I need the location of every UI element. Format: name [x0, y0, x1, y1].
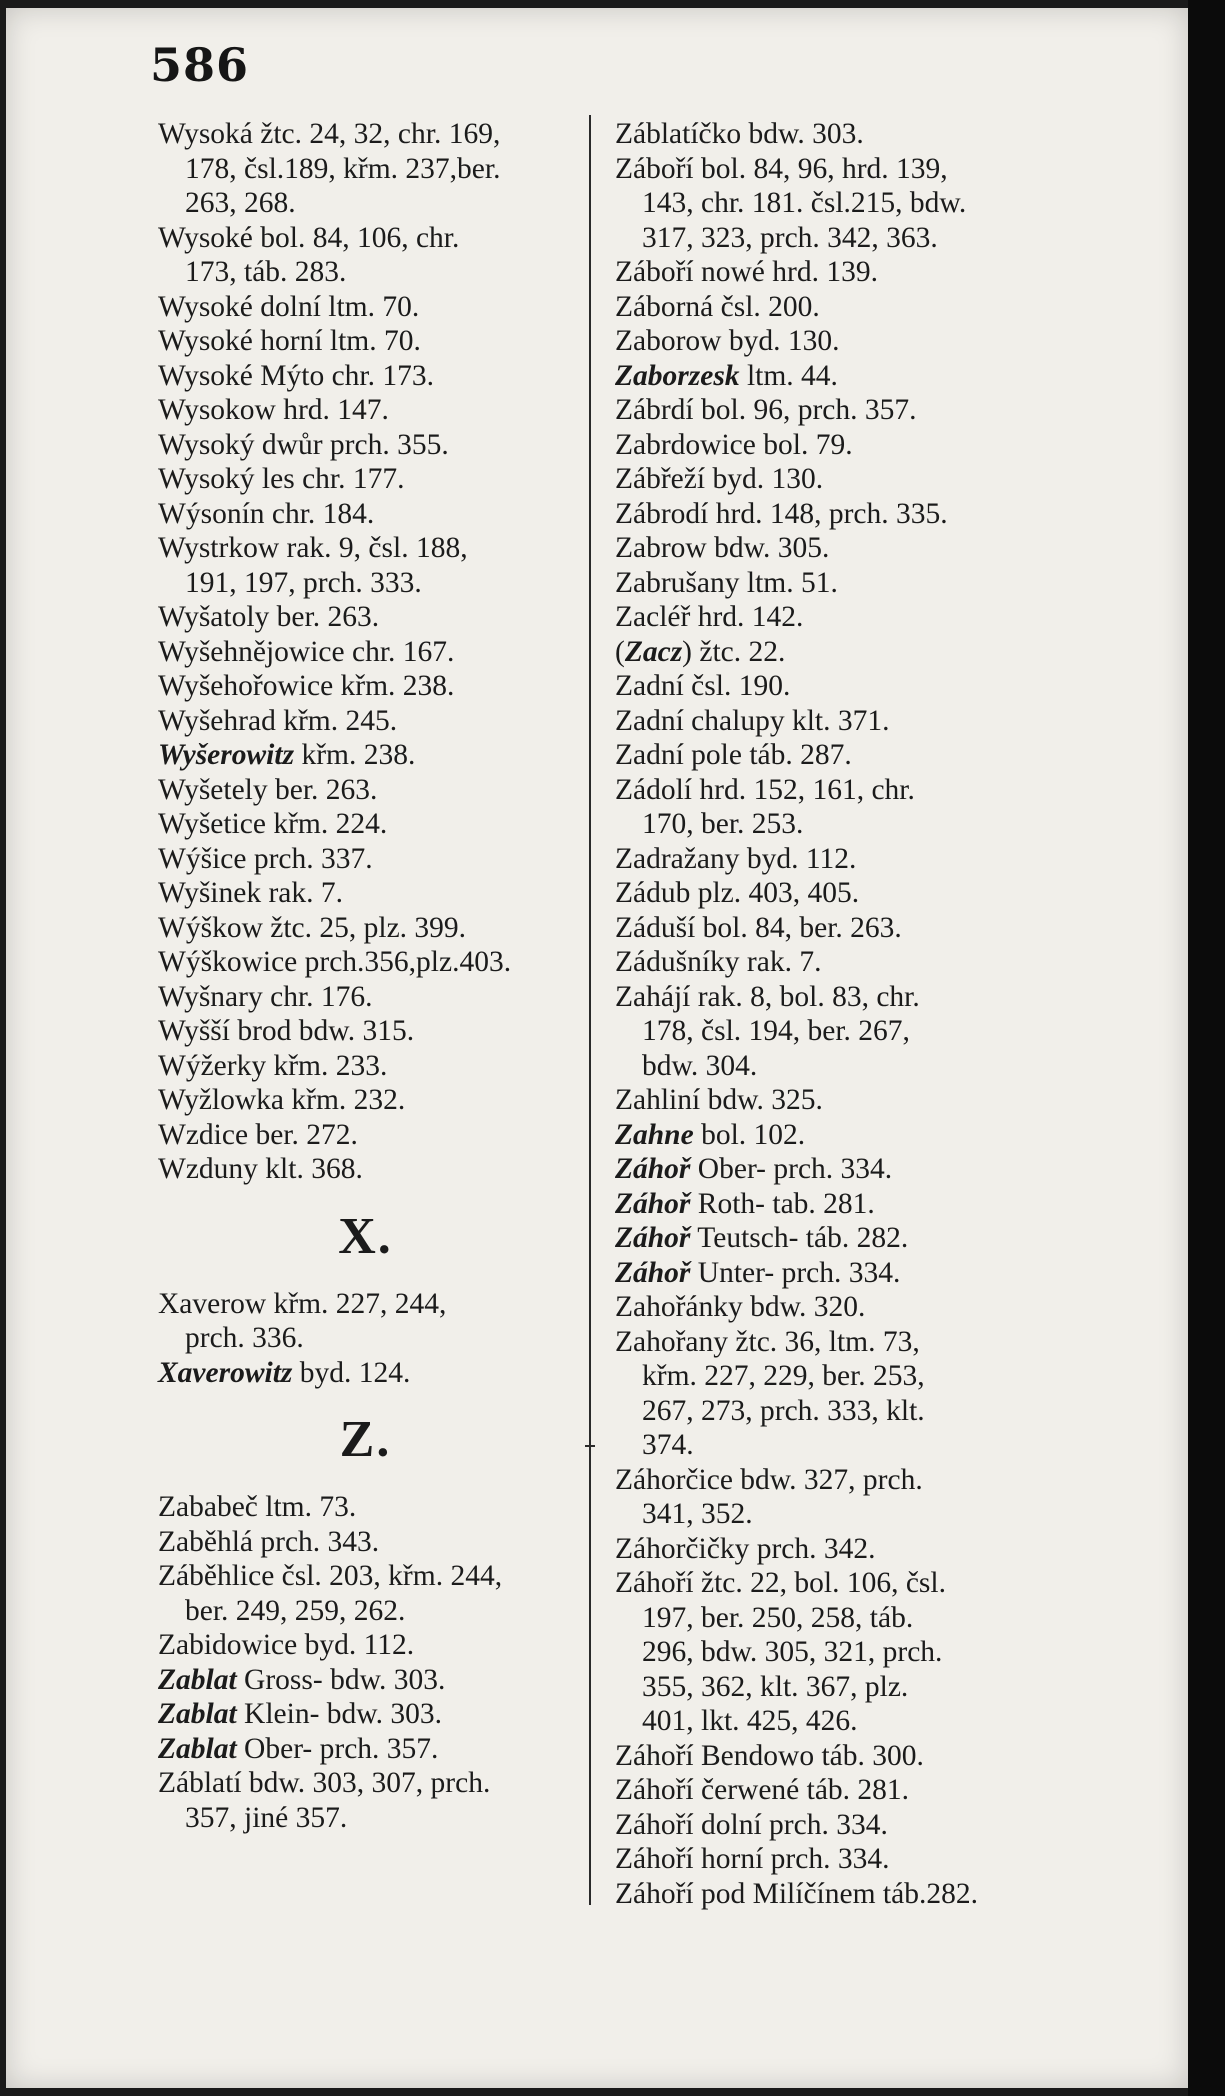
index-entry: [615, 393, 1040, 428]
index-entry: [158, 980, 573, 1015]
entry-text: Wysoké dolní ltm. 70.: [158, 290, 420, 323]
letter-heading: Z.: [339, 1411, 392, 1468]
entry-text: Zabrow bdw. 305.: [615, 532, 830, 564]
index-entry: [158, 911, 573, 946]
entry-german-headword: Zablat: [158, 1698, 237, 1730]
entry-text: Wyšetely ber. 263.: [158, 773, 378, 806]
entry-text: Záhoří dolní prch. 334.: [615, 1808, 888, 1841]
index-entry: [615, 462, 1040, 497]
index-entry: [615, 1566, 1040, 1739]
index-entry: [615, 1739, 1040, 1774]
index-entry: [615, 255, 1040, 290]
index-entry: [615, 773, 1040, 842]
entry-text: Zahořánky bdw. 320.: [615, 1291, 866, 1323]
section-spacer: [158, 1187, 573, 1207]
entry-text: Wyžlowka křm. 232.: [158, 1084, 406, 1116]
entry-text: Wysoká žtc. 24, 32, chr. 169, 178, čsl.189, křm. 237,ber. 263, 268.: [158, 118, 501, 219]
section-spacer: [158, 1470, 573, 1490]
index-entry: [158, 1490, 573, 1525]
index-entry: [158, 1697, 573, 1732]
entry-text: Záhoří Bendowo táb. 300.: [615, 1739, 924, 1772]
entry-text: Wýžerky křm. 233.: [158, 1049, 388, 1082]
index-entry: [615, 531, 1040, 566]
entry-text: Záboří bol. 84, 96, hrd. 139, 143, chr. 181. čsl.215, bdw. 317, 323, prch. 342, 363.: [615, 152, 967, 254]
index-entry: [158, 945, 573, 980]
entry-text: ) žtc. 22.: [682, 635, 786, 668]
entry-text: Zábrodí hrd. 148, prch. 335.: [615, 497, 948, 530]
index-entry: [158, 428, 573, 463]
entry-text: Zahliní bdw. 325.: [615, 1084, 823, 1116]
entry-german-headword: Záhoř: [615, 1222, 691, 1254]
entry-text: Wystrkow rak. 9, čsl. 188, 191, 197, prch. 333.: [158, 532, 468, 599]
index-entry: [615, 1083, 1040, 1118]
left-column: [158, 117, 573, 1835]
entry-german-headword: Záhoř: [615, 1256, 691, 1289]
index-entry: [158, 1356, 573, 1391]
entry-german-headword: Zahne: [615, 1118, 694, 1151]
entry-text: Zádub plz. 403, 405.: [615, 877, 860, 909]
entry-text: Záhoří čerwené táb. 281.: [615, 1774, 910, 1806]
index-entry: [158, 704, 573, 739]
index-entry: [615, 842, 1040, 877]
entry-text: Záhoří horní prch. 334.: [615, 1843, 890, 1875]
index-entry: [615, 1290, 1040, 1325]
entry-text: Wyšehrad křm. 245.: [158, 704, 398, 737]
entry-text: Wyšehořowice křm. 238.: [158, 670, 455, 702]
entry-text: Zadní čsl. 190.: [615, 670, 791, 702]
index-entry: [158, 221, 573, 290]
index-entry: [615, 738, 1040, 773]
index-entry: [615, 911, 1040, 946]
index-entry: [158, 1083, 573, 1118]
index-entry: [158, 531, 573, 600]
section-spacer: [158, 1267, 573, 1287]
index-entry: [615, 945, 1040, 980]
index-entry: [615, 152, 1040, 256]
entry-text: Ober- prch. 357.: [236, 1732, 439, 1765]
entry-text: Zababeč ltm. 73.: [158, 1491, 357, 1523]
entry-text: Wyšnary chr. 176.: [158, 980, 373, 1013]
entry-text: Wysokow hrd. 147.: [158, 394, 389, 426]
index-entry: [615, 980, 1040, 1084]
entry-text: Roth- tab. 281.: [690, 1187, 875, 1220]
index-entry: [615, 324, 1040, 359]
index-entry: [615, 1808, 1040, 1843]
column-divider-tick: [585, 1445, 595, 1447]
index-entry: [615, 600, 1040, 635]
entry-text: Wyšatoly ber. 263.: [158, 601, 380, 633]
index-entry: [615, 566, 1040, 601]
index-entry: [615, 1532, 1040, 1567]
entry-text: Zahájí rak. 8, bol. 83, chr. 178, čsl. 194, ber. 267, bdw. 304.: [615, 980, 920, 1082]
entry-text: Wýsonín chr. 184.: [158, 497, 375, 530]
entry-text: Zabrušany ltm. 51.: [615, 566, 838, 599]
letter-heading: X.: [338, 1207, 393, 1265]
index-entry: [158, 669, 573, 704]
index-entry: [158, 1559, 573, 1628]
index-entry: [158, 1525, 573, 1560]
index-entry: [615, 1256, 1040, 1291]
entry-text: Gross- bdw. 303.: [236, 1663, 446, 1696]
index-entry: [615, 876, 1040, 911]
entry-text: Wýšice prch. 337.: [158, 842, 373, 875]
entry-text: Zaběhlá prch. 343.: [158, 1525, 380, 1558]
entry-text: Wysoké Mýto chr. 173.: [158, 359, 434, 392]
index-entry: [615, 635, 1040, 670]
index-entry: [158, 1732, 573, 1767]
entry-text: Zadní pole táb. 287.: [615, 739, 852, 771]
entry-text: Wyšinek rak. 7.: [158, 877, 344, 909]
entry-text: Záhoří žtc. 22, bol. 106, čsl. 197, ber. 250, 258, táb. 296, bdw. 305, 321, prch. 355, 362, klt. 367, plz. 401, lkt. 425, 426.: [615, 1567, 946, 1737]
index-entry: [615, 669, 1040, 704]
entry-prefix: (: [615, 635, 625, 668]
index-entry: [158, 117, 573, 221]
section-spacer: [158, 1390, 573, 1410]
entry-text: Zabrdowice bol. 79.: [615, 428, 853, 461]
entry-german-headword: Zablat: [158, 1732, 237, 1765]
column-divider: [589, 115, 591, 1905]
entry-text: Zaborow byd. 130.: [615, 325, 840, 357]
entry-text: Teutsch- táb. 282.: [690, 1222, 909, 1254]
scan-edge: [1188, 0, 1225, 2096]
entry-text: Wzdice ber. 272.: [158, 1118, 358, 1151]
entry-german-headword: Xaverowitz: [158, 1356, 293, 1389]
index-entry: [158, 738, 573, 773]
entry-text: Zádušníky rak. 7.: [615, 946, 822, 978]
index-entry: [158, 773, 573, 808]
entry-text: Wysoké horní ltm. 70.: [158, 325, 421, 357]
entry-text: Wzduny klt. 368.: [158, 1153, 363, 1185]
entry-text: Xaverow křm. 227, 244, prch. 336.: [158, 1287, 447, 1354]
entry-text: křm. 238.: [294, 739, 416, 771]
entry-text: Záblatí bdw. 303, 307, prch. 357, jiné 357.: [158, 1767, 491, 1834]
index-entry: [158, 324, 573, 359]
index-entry: [615, 1877, 1040, 1912]
entry-german-headword: Záhoř: [615, 1153, 691, 1185]
index-entry: [158, 1152, 573, 1187]
index-entry: [615, 1773, 1040, 1808]
index-entry: [615, 1463, 1040, 1532]
entry-text: Wyšehnějowice chr. 167.: [158, 635, 455, 668]
entry-german-headword: Wyšerowitz: [158, 739, 295, 771]
entry-text: Záhorčičky prch. 342.: [615, 1532, 876, 1565]
index-entry: [158, 1287, 573, 1356]
index-entry: [615, 497, 1040, 532]
index-entry: [158, 1766, 573, 1835]
index-entry: [615, 1118, 1040, 1153]
index-entry: [158, 1014, 573, 1049]
entry-text: Wysoký les chr. 177.: [158, 463, 405, 495]
index-entry: [158, 807, 573, 842]
index-entry: [615, 359, 1040, 394]
index-entry: [158, 290, 573, 325]
entry-text: Ober- prch. 334.: [690, 1153, 893, 1185]
entry-text: Záboří nowé hrd. 139.: [615, 256, 878, 288]
entry-text: Unter- prch. 334.: [690, 1256, 901, 1289]
index-entry: [615, 704, 1040, 739]
index-entry: [158, 600, 573, 635]
entry-text: Zadražany byd. 112.: [615, 842, 857, 875]
index-entry: [158, 842, 573, 877]
entry-text: Zabidowice byd. 112.: [158, 1629, 415, 1661]
index-entry: [158, 497, 573, 532]
entry-text: Zábrdí bol. 96, prch. 357.: [615, 394, 917, 426]
index-entry: [615, 1187, 1040, 1222]
index-entry: [158, 359, 573, 394]
index-entry: [615, 1842, 1040, 1877]
index-entry: [158, 462, 573, 497]
index-entry: [615, 290, 1040, 325]
index-entry: [158, 876, 573, 911]
index-entry: [615, 1325, 1040, 1463]
index-entry: [615, 117, 1040, 152]
right-column: [615, 117, 1040, 1911]
entry-text: Zádolí hrd. 152, 161, chr. 170, ber. 253.: [615, 773, 915, 840]
entry-text: Wyšetice křm. 224.: [158, 808, 388, 840]
entry-text: Wysoké bol. 84, 106, chr. 173, táb. 283.: [158, 221, 460, 288]
index-entry: [158, 1663, 573, 1698]
entry-text: Záborná čsl. 200.: [615, 290, 820, 323]
entry-german-headword: Zablat: [158, 1663, 237, 1696]
index-entry: [615, 428, 1040, 463]
entry-german-headword: Zacz: [624, 635, 683, 668]
entry-text: Záhorčice bdw. 327, prch. 341, 352.: [615, 1463, 923, 1530]
entry-text: ltm. 44.: [739, 359, 838, 392]
entry-text: Záběhlice čsl. 203, křm. 244, ber. 249, 259, 262.: [158, 1560, 503, 1627]
entry-text: Wyšší brod bdw. 315.: [158, 1015, 415, 1047]
entry-text: byd. 124.: [292, 1356, 411, 1389]
entry-text: Klein- bdw. 303.: [236, 1698, 443, 1730]
entry-german-headword: Zaborzesk: [615, 359, 740, 392]
page-number: 586: [150, 38, 250, 92]
index-entry: [158, 635, 573, 670]
entry-text: Záduší bol. 84, ber. 263.: [615, 911, 902, 944]
index-entry: [615, 1152, 1040, 1187]
entry-text: Záblatíčko bdw. 303.: [615, 118, 864, 150]
index-entry: [158, 393, 573, 428]
entry-text: Zadní chalupy klt. 371.: [615, 704, 890, 737]
entry-german-headword: Záhoř: [615, 1187, 691, 1220]
entry-text: Zábřeží byd. 130.: [615, 463, 824, 495]
entry-text: Wysoký dwůr prch. 355.: [158, 428, 449, 461]
entry-text: bol. 102.: [693, 1118, 806, 1151]
entry-text: Wýškow žtc. 25, plz. 399.: [158, 911, 467, 944]
index-entry: [615, 1221, 1040, 1256]
entry-text: Zacléř hrd. 142.: [615, 601, 804, 633]
entry-text: Záhoří pod Milíčínem táb.282.: [615, 1877, 978, 1910]
entry-text: Zahořany žtc. 36, ltm. 73, křm. 227, 229, ber. 253, 267, 273, prch. 333, klt. 374.: [615, 1325, 925, 1461]
entry-text: Wýškowice prch.356,plz.403.: [158, 946, 512, 978]
index-entry: [158, 1049, 573, 1084]
index-entry: [158, 1628, 573, 1663]
index-entry: [158, 1118, 573, 1153]
